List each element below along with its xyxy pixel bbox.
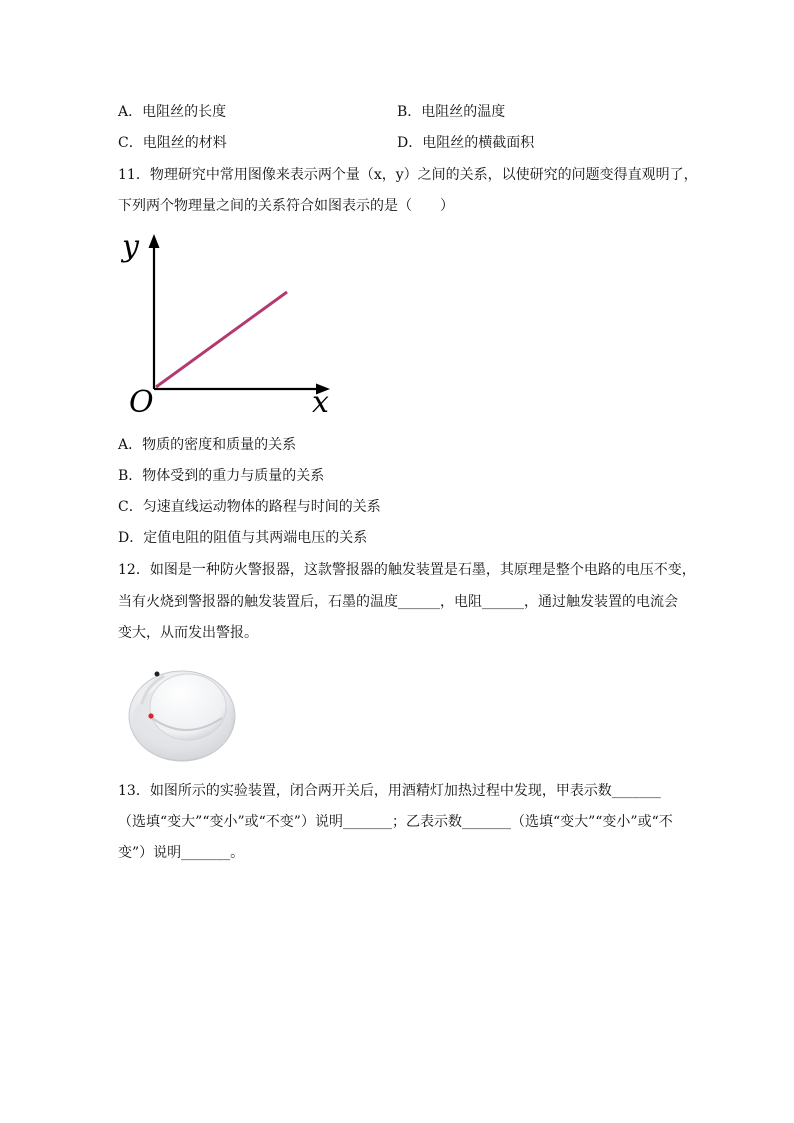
q13-line3: 变”）说明_______。 xyxy=(118,845,245,861)
q11-stem-line1: 11．物理研究中常用图像来表示两个量（x，y）之间的关系，以使研究的问题变得直观明了， xyxy=(118,167,698,183)
q12-line2: 当有火烧到警报器的触发装置后，石墨的温度______，电阻______，通过触发装置的电流会 xyxy=(118,594,678,610)
q13-line2: （选填“变大”“变小”或“不变”）说明_______；乙表示数_______（选填“变大”“变小”或“不 xyxy=(118,814,673,830)
q11-option-c: C．匀速直线运动物体的路程与时间的关系 xyxy=(118,499,381,515)
q11-graph xyxy=(118,229,336,422)
q12-line1: 12．如图是一种防火警报器，这款警报器的触发装置是石墨，其原理是整个电路的电压不变， xyxy=(118,562,696,578)
q12-line3: 变大，从而发出警报。 xyxy=(118,625,258,641)
smoke-detector-icon xyxy=(126,660,238,764)
q11-option-a: A．物质的密度和质量的关系 xyxy=(118,437,297,453)
q10-option-a: A．电阻丝的长度 xyxy=(118,104,227,120)
q11-option-d: D．定值电阻的阻值与其两端电压的关系 xyxy=(118,530,368,546)
y-axis-arrow xyxy=(149,234,160,248)
smoke-detector-image xyxy=(126,660,238,764)
q13-line1: 13．如图所示的实验装置，闭合两开关后，用酒精灯加热过程中发现，甲表示数_______ xyxy=(118,783,661,799)
proportional-line xyxy=(156,292,287,387)
q10-option-b: B．电阻丝的温度 xyxy=(397,104,506,120)
q10-option-c: C．电阻丝的材料 xyxy=(118,135,227,151)
y-axis-label: y xyxy=(122,229,139,264)
q10-option-d: D．电阻丝的横截面积 xyxy=(397,135,535,151)
q11-stem-line2: 下列两个物理量之间的关系符合如图表示的是（ ） xyxy=(118,198,454,214)
origin-label: O xyxy=(129,385,154,420)
x-axis-label: x xyxy=(312,385,329,420)
q11-option-b: B．物体受到的重力与质量的关系 xyxy=(118,468,325,484)
